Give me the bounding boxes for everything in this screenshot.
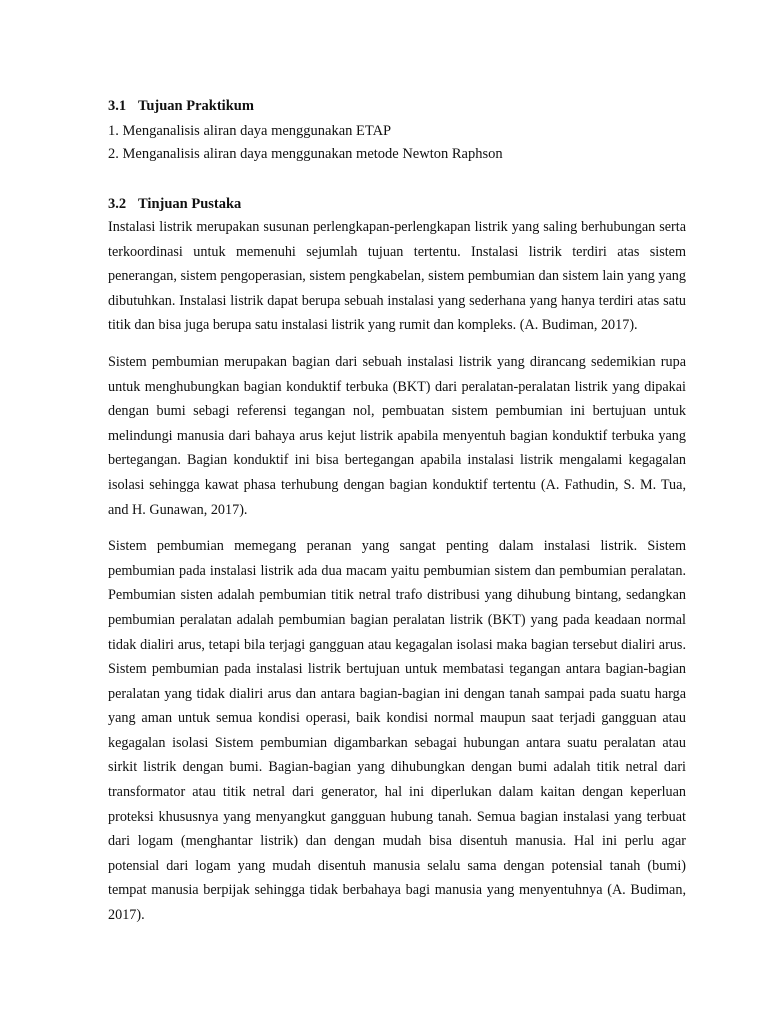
list-item: 2. Menganalisis aliran daya menggunakan metode Newton Raphson <box>108 146 503 162</box>
list-item: 1. Menganalisis aliran daya menggunakan ETAP <box>108 123 392 139</box>
body-paragraph: Sistem pembumian merupakan bagian dari sebuah instalasi listrik yang dirancang sedemikian rupa untuk menghubungkan bagian konduktif terbuka (BKT) dari peralatan-peralatan listrik yang dipakai dengan bumi sebagi referensi tegangan nol, pembuatan sistem pembumian ini bertujuan untuk melindungi manusia dari bahaya arus kejut listrik apabila menyentuh bagian konduktif terbuka yang bertegangan. Bagian konduktif ini bisa bertegangan apabila instalasi listrik mengalami kegagalan isolasi sehingga kawat phasa terhubung dengan bagian konduktif tertentu (A. Fathudin, S. M. Tua, and H. Gunawan, 2017). <box>108 353 686 518</box>
section-heading-tujuan-praktikum <box>108 96 686 116</box>
body-paragraph: Instalasi listrik merupakan susunan perlengkapan-perlengkapan listrik yang saling berhubungan serta terkoordinasi untuk memenuhi sejumlah tujuan tertentu. Instalasi listrik terdiri atas sistem penerangan, sistem pengoperasian, sistem pengkabelan, sistem pembumian dan sistem lain yang yang dibutuhkan. Instalasi listrik dapat berupa sebuah instalasi yang sederhana yang hanya terdiri atas satu titik dan bisa juga berupa satu instalasi listrik yang rumit dan kompleks. (A. Budiman, 2017). <box>108 219 686 334</box>
section-title: Tujuan Praktikum <box>138 98 254 114</box>
document-page <box>108 96 686 928</box>
section-heading-tinjuan-pustaka <box>108 194 686 214</box>
section-number: 3.2 <box>108 196 127 212</box>
section-number: 3.1 <box>108 98 127 114</box>
body-paragraph: Sistem pembumian memegang peranan yang sangat penting dalam instalasi listrik. Sistem pembumian pada instalasi listrik ada dua macam yaitu pembumian sistem dan pembumian peralatan. Pembumian sisten adalah pembumian titik netral trafo distribusi yang dihubung bintang, sedangkan pembumian peralatan adalah pembumian bagian peralatan listrik (BKT) yang pada keadaan normal tidak dialiri arus, tetapi bila terjagi gangguan atau kegagalan isolasi maka bagian tersebut dialiri arus. Sistem pembumian pada instalasi listrik bertujuan untuk membatasi tegangan antara bagian-bagian peralatan yang tidak dialiri arus dan antara bagian-bagian ini dengan tanah sampai pada suatu harga yang aman untuk semua kondisi operasi, baik kondisi normal maupun saat terjadi gangguan atau kegagalan isolasi Sistem pembumian digambarkan sebagai hubungan antara suatu peralatan atau sirkit listrik dengan bumi. Bagian-bagian yang dihubungkan dengan bumi adalah titik netral dari transformator atau titik netral dari generator, hal ini diperlukan dalam kaitan dengan keperluan proteksi khususnya yang menyangkut gangguan hubung tanah. Semua bagian instalasi yang terbuat dari logam (menghantar listrik) dan dengan mudah bisa disentuh manusia. Hal ini perlu agar potensial dari logam yang mudah disentuh manusia selalu sama dengan potensial tanah (bumi) tempat manusia berpijak sehingga tidak berbahaya bagi manusia yang menyentuhnya (A. Budiman, 2017). <box>108 538 686 924</box>
section-title: Tinjuan Pustaka <box>138 196 242 212</box>
